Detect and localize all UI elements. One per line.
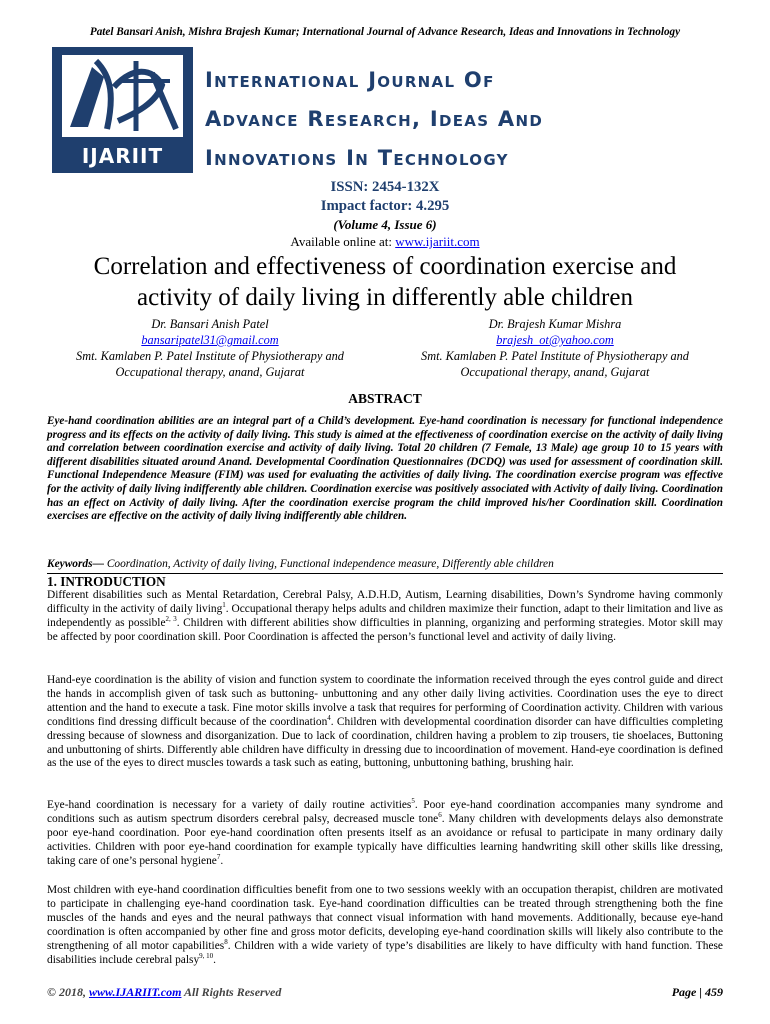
paragraph-text: . Children with different abilities show difficulties in planning, organizing and performing strategies. Motor skill may be affected by poor coordination skill. Poor Coordination is affected the person’s functional level and activity of daily living. — [47, 616, 723, 643]
copyright-suffix: All Rights Reserved — [181, 985, 282, 999]
journal-website-link[interactable]: www.ijariit.com — [395, 234, 480, 249]
journal-masthead — [52, 47, 732, 175]
citation: 9, 10 — [199, 951, 214, 960]
paragraph — [47, 799, 723, 869]
paragraph-text: . — [220, 854, 224, 867]
available-online-label: Available online at: — [290, 234, 396, 249]
keywords — [47, 558, 723, 570]
introduction-heading: 1. INTRODUCTION — [47, 574, 166, 589]
author-block — [40, 316, 730, 378]
page-number: Page | 459 — [671, 985, 723, 999]
paragraph-text: . — [213, 953, 216, 966]
journal-name-line: Innovations In Technology — [205, 146, 509, 170]
paragraph — [47, 884, 723, 967]
citation: 1 — [222, 601, 226, 610]
paragraph — [47, 674, 723, 771]
paragraph-text: . Children with developmental coordination disorder can have difficulties completing dressing because of slowness and disorganization. Due to lack of coordination, children having a problem to zip trousers, tie shoelaces, Buttoning and unbuttoning of shirts. Differently able children have difficulty in dressing due to incoordination of movement. Hand-eye coordination is defined as the use of the eyes to direct muscles towards a task such as eating, buttoning, unbuttoning bathing, brushing hair. — [47, 715, 723, 770]
paragraph-text: Hand-eye coordination is the ability of vision and function system to coordinate the information received through the eyes control guide and direct the hands in accomplish given of task such as buttoning- unbuttoning and any other daily living activities. Coordination uses the eye to direct attention and the hand to execute a task. Fine motor skills involve a task that requires for performing of Coordination activity. Children with various conditions find dressing difficult because of the coordination — [47, 674, 723, 728]
impact-factor: Impact factor: 4.295 — [320, 198, 450, 214]
citation: 7 — [216, 852, 221, 861]
citation: 4 — [327, 713, 331, 722]
paragraph-text: . Poor eye-hand coordination accompanies many syndrome and conditions such as autism spectrum disorders cerebral palsy, decreased muscle tone — [47, 799, 723, 825]
keywords-list: Coordination, Activity of daily living, Functional independence measure, Differently able children — [103, 558, 554, 570]
volume-issue: (Volume 4, Issue 6) — [333, 217, 437, 232]
citation: 6 — [438, 811, 442, 820]
paragraph-text: . Many children with developments delays also demonstrate poor eye-hand coordination. Poor eye-hand coordination often presents itself as an avoidance or refusal to participate in many ordinary daily activities. Children with poor eye-hand coordination for example typically have difficulties learning handwriting skill other skills like dressing, taking care of one’s personal hygiene — [47, 812, 724, 867]
author-affiliation: Smt. Kamlaben P. Patel Institute of Physiotherapy and — [76, 349, 344, 363]
running-head: Patel Bansari Anish, Mishra Brajesh Kumar; International Journal of Advance Research, Ideas and Innovations in Technology — [89, 26, 681, 38]
citation: 8 — [224, 937, 228, 946]
author-name: Dr. Bansari Anish Patel — [151, 317, 269, 331]
author-email-link[interactable]: bansaripatel31@gmail.com — [141, 333, 279, 347]
paper-title-line: Correlation and effectiveness of coordination exercise and — [93, 253, 677, 280]
svg-text:IJARIIT: IJARIIT — [81, 144, 164, 168]
keywords-label: Keywords— — [47, 558, 104, 570]
abstract-heading: ABSTRACT — [348, 391, 422, 406]
paragraph-text: Different disabilities such as Mental Retardation, Cerebral Palsy, A.D.H.D, Autism, Learning disabilities, Down’s Syndrome having commonly difficulty in the activity of daily living — [47, 589, 723, 615]
paragraph-text: Eye-hand coordination is necessary for a variety of daily routine activities — [47, 799, 412, 811]
copyright-prefix: © 2018, — [47, 985, 89, 999]
journal-name — [205, 61, 543, 178]
author-email-link[interactable]: brajesh_ot@yahoo.com — [496, 333, 614, 347]
citation: 5 — [411, 797, 415, 806]
issn: ISSN: 2454-132X — [330, 179, 440, 195]
author-affiliation: Occupational therapy, anand, Gujarat — [115, 365, 305, 379]
paragraph — [47, 589, 723, 645]
author-2 — [385, 316, 725, 380]
author-affiliation: Smt. Kamlaben P. Patel Institute of Physiotherapy and — [421, 349, 689, 363]
footer-copyright — [47, 985, 281, 1000]
journal-name-line: Advance Research, Ideas And — [205, 107, 544, 131]
paragraph-text: Most children with eye-hand coordination difficulties benefit from one to two sessions weekly with an occupation therapist, children are motivated to participate in challenging eye-hand coordination task. Eye-hand coordination difficulties can be treated through strengthening both the fine muscles of the hands and eyes and the neural pathways that connect visual information with hand movements. Additionally, because eye-hand coordination is often accompanied by other fine and gross motor deficits, developing eye-hand coordination skills will likely also contribute to the strengthening of all motor capabilities — [47, 884, 723, 952]
citation: 2, 3 — [165, 615, 177, 624]
publication-info — [0, 178, 770, 250]
available-online — [0, 233, 770, 250]
journal-logo — [52, 47, 193, 173]
abstract-text: Eye-hand coordination abilities are an integral part of a Child’s development. Eye-hand coordination is necessary for functional independence progress and its effects on the activity of daily living. This study is aimed at the effectiveness of coordination exercise on the activity of daily living and correlation between coordination exercise and activity of daily living. Total 20 children (7 Female, 13 Male) age group 10 to 15 years with different disabilities situated around Anand. Developmental Coordination Questionnaires (DCDQ) was used for assessment of coordination skill. Functional Independence Measure (FIM) was used for evaluating the activities of daily living. The coordination exercise program was effective for the activity of daily living indifferently able children. Coordination exercise was positively associated with Activity of daily living. Coordination has an effect on Activity of daily living. After the coordination exercise program the child improved his/her Coordination skill. Coordination exercises are effective on the activity of daily living indifferently able children. — [47, 415, 723, 523]
paper-title-line: activity of daily living in differently able children — [137, 284, 633, 311]
footer-website-link[interactable]: www.IJARIIT.com — [88, 985, 182, 999]
paragraph-text: . Children with a wide variety of type’s disabilities are likely to have difficulty with hand function. These disabilities include cerebral palsy — [47, 939, 723, 966]
author-1 — [40, 316, 380, 380]
journal-name-line: International Journal Of — [205, 68, 495, 92]
author-affiliation: Occupational therapy, anand, Gujarat — [460, 365, 650, 379]
paragraph-text: . Occupational therapy helps adults and children maximize their function, adapt to their limitation and live as independently as possible — [47, 602, 723, 629]
author-name: Dr. Brajesh Kumar Mishra — [488, 317, 622, 331]
paper-title — [40, 251, 730, 313]
